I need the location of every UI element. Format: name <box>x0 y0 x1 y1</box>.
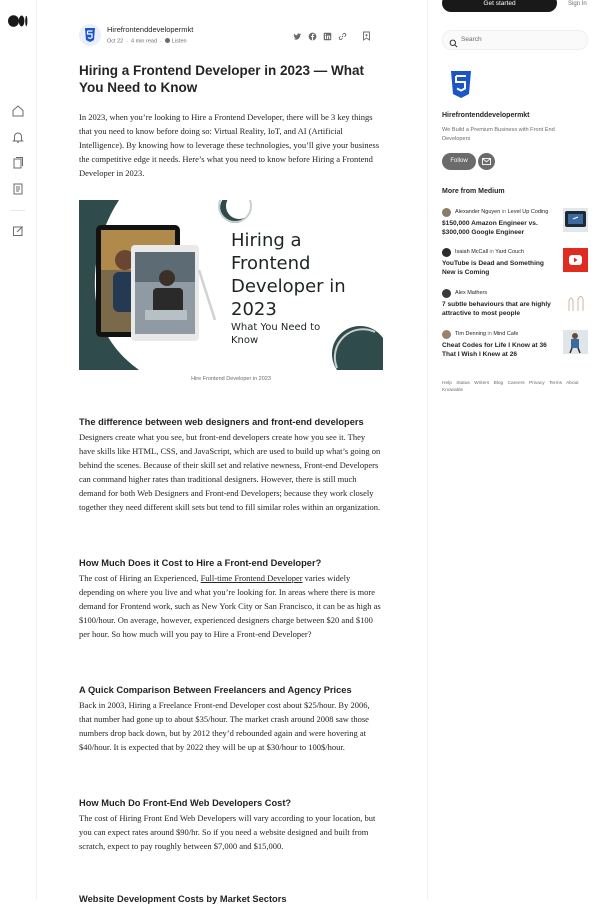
story-title[interactable]: 7 subtle behaviours that are highly attractive to most people <box>442 301 551 317</box>
sign-in-link[interactable]: Sign In <box>568 1 587 7</box>
story-author[interactable]: Tim Denning <box>455 331 486 337</box>
story-title[interactable]: Cheat Codes for Life I Know at 36 That I Wish I Knew at 26 <box>442 342 547 358</box>
recommended-story-1[interactable] <box>442 208 588 242</box>
play-icon[interactable] <box>165 38 170 43</box>
article-meta: Oct 22 · 4 min read · Listen <box>107 38 187 45</box>
footer-link-careers[interactable]: Careers <box>507 381 525 386</box>
section-heading-4: How Much Do Front-End Web Developers Cost? <box>79 798 292 808</box>
story-publication[interactable]: Level Up Coding <box>507 209 549 215</box>
follow-button[interactable]: Follow <box>442 153 476 170</box>
section-body-2-post: varies widely depending on where you live and what you’re looking for. In areas where there is more demand for Frontend work, such as New York City or San Francisco, it can be as high as $100/hour. On average, however, experienced designers charge between $20 and $100 per hour. So how much will you pay to Hire a Front-end Developer? <box>79 573 381 640</box>
image-caption: Hire Frontend Developer in 2023 <box>191 376 271 382</box>
search-input[interactable] <box>442 30 588 50</box>
footer-link-status[interactable]: Status <box>456 381 470 386</box>
search-icon <box>449 35 458 53</box>
section-heading-2: How Much Does it Cost to Hire a Front-end Developer? <box>79 558 322 568</box>
hero-line-6: Know <box>231 335 259 346</box>
footer-links <box>442 380 582 394</box>
story-in: in <box>501 209 507 215</box>
hero-image[interactable] <box>79 200 383 370</box>
intro-paragraph: In 2023, when you’re looking to Hire a Frontend Developer, there will be 3 key things that you need to know before doing so: Virtual Reality, IoT, and AI (Artificial Intelligence). By knowing how to leverage these technologies, you’ll give your business the competitive edge it needs. Here’s what you need to know before Hiring a Frontend Developer in 2023. <box>79 112 380 179</box>
footer-link-help[interactable]: Help <box>442 381 452 386</box>
section-heading-3: A Quick Comparison Between Freelancers and Agency Prices <box>79 685 352 695</box>
left-nav-rail <box>0 0 37 900</box>
story-author[interactable]: Alex Mathers <box>455 290 488 296</box>
story-in: in <box>489 249 494 255</box>
read-time: 4 min read <box>131 38 158 45</box>
author-avatar[interactable] <box>79 24 101 46</box>
copy-link-icon[interactable] <box>338 28 347 37</box>
notifications-icon[interactable] <box>11 130 25 144</box>
footer-link-terms[interactable]: Terms <box>548 381 563 386</box>
footer-link-writers[interactable]: Writers <box>474 381 490 386</box>
recommended-story-4[interactable] <box>442 330 588 364</box>
subscribe-button[interactable] <box>478 153 495 170</box>
avatar <box>442 248 451 257</box>
bookmark-icon[interactable] <box>362 28 371 46</box>
hero-line-1: Hiring a <box>231 230 302 251</box>
profile-name[interactable]: Hirefrontenddevelopermkt <box>442 112 530 119</box>
stories-icon[interactable] <box>11 182 25 196</box>
share-icons <box>293 28 347 37</box>
story-byline <box>455 249 524 255</box>
section-body-3: Back in 2003, Hiring a Freelance Front-end Developer cost about $25/hour. By 2006, that number had gone up to about $35/hour. The market crash around 2008 saw those numbers drop back down, but by 2012 they’d rebounded again and were hovering at $40/hour. It is expected that by 2022 they will be up at $30/hour to 100$/hour. <box>79 700 370 753</box>
youtube-thumbnail <box>563 248 588 272</box>
article-title: Hiring a Frontend Developer in 2023 — What You Need to Know <box>79 63 365 95</box>
section-body-1: Designers create what you see, but front-end developers create how you see it. They have skills like HTML, CSS, and JavaScript, which are used to build up what’s going on behind the scenes. Because of their skill set and relative newness, Front-end Developers can command higher rates than traditional designers. However, there is still much demand for both Web Designers and Front-end Developers; because they work closely together they need different skill sets but tend to fill similar roles within an organization. <box>79 432 381 513</box>
section-heading-5: Website Development Costs by Market Sectors <box>79 894 287 904</box>
profile-bio: We Build a Premium Business with Front End Developers <box>442 127 555 142</box>
profile-avatar[interactable] <box>442 66 480 104</box>
publish-date: Oct 22 <box>107 38 124 45</box>
linkedin-icon[interactable] <box>323 28 332 37</box>
home-icon[interactable] <box>11 104 25 118</box>
get-started-button[interactable]: Get started <box>442 0 557 12</box>
hero-line-5: What You Need to <box>231 322 321 333</box>
frontend-developer-link[interactable]: Full-time Frontend Developer <box>200 573 303 583</box>
author-row <box>79 24 383 48</box>
section-body-2-pre: The cost of Hiring an Experienced, <box>79 573 201 583</box>
section-heading-1: The difference between web designers and front-end developers <box>79 417 364 427</box>
recommended-story-3[interactable] <box>442 289 588 323</box>
story-thumbnail <box>563 289 588 313</box>
listen-button[interactable]: Listen <box>171 38 187 45</box>
story-publication[interactable]: Yard Couch <box>495 249 524 255</box>
author-name[interactable]: Hirefrontenddevelopermkt <box>107 25 194 34</box>
story-title[interactable]: $150,000 Amazon Engineer vs. $300,000 Google Engineer <box>442 220 538 236</box>
medium-logo[interactable] <box>8 14 28 32</box>
write-icon[interactable] <box>11 224 25 238</box>
story-byline <box>455 331 518 337</box>
avatar <box>442 208 451 217</box>
hero-line-2: Frontend <box>231 253 311 274</box>
twitter-icon[interactable] <box>293 28 302 37</box>
footer-link-knowable[interactable]: Knowable <box>442 388 464 393</box>
avatar <box>442 330 451 339</box>
story-in: in <box>487 331 492 337</box>
footer-link-about[interactable]: About <box>566 381 579 386</box>
recommended-story-2[interactable] <box>442 248 588 282</box>
story-thumbnail <box>563 208 588 232</box>
story-author[interactable]: Isaiah McCall <box>455 249 489 255</box>
story-thumbnail <box>563 330 588 354</box>
story-byline <box>455 209 548 215</box>
rail-divider <box>11 210 25 211</box>
lists-icon[interactable] <box>11 156 25 170</box>
story-publication[interactable]: Mind Cafe <box>493 331 519 337</box>
hero-text <box>231 229 346 347</box>
footer-link-blog[interactable]: Blog <box>493 381 504 386</box>
facebook-icon[interactable] <box>308 28 317 37</box>
more-from-medium-heading: More from Medium <box>442 188 505 195</box>
section-body-2 <box>79 571 383 641</box>
story-author[interactable]: Alexander Nguyen <box>455 209 501 215</box>
right-sidebar <box>427 0 600 900</box>
story-title[interactable]: YouTube is Dead and Something New is Coming <box>442 260 544 276</box>
story-byline <box>455 290 487 296</box>
footer-link-privacy[interactable]: Privacy <box>528 381 545 386</box>
hero-line-3: Developer in <box>231 276 346 297</box>
search-placeholder: Search <box>461 36 482 43</box>
hero-line-4: 2023 <box>231 299 277 320</box>
section-body-4: The cost of Hiring Front End Web Developers will vary according to your location, but you can expect rates around $90/hr. So if you need a website designed and built from scratch, expect to pay roughly between $7,000 and $15,000. <box>79 813 376 852</box>
avatar <box>442 289 451 298</box>
